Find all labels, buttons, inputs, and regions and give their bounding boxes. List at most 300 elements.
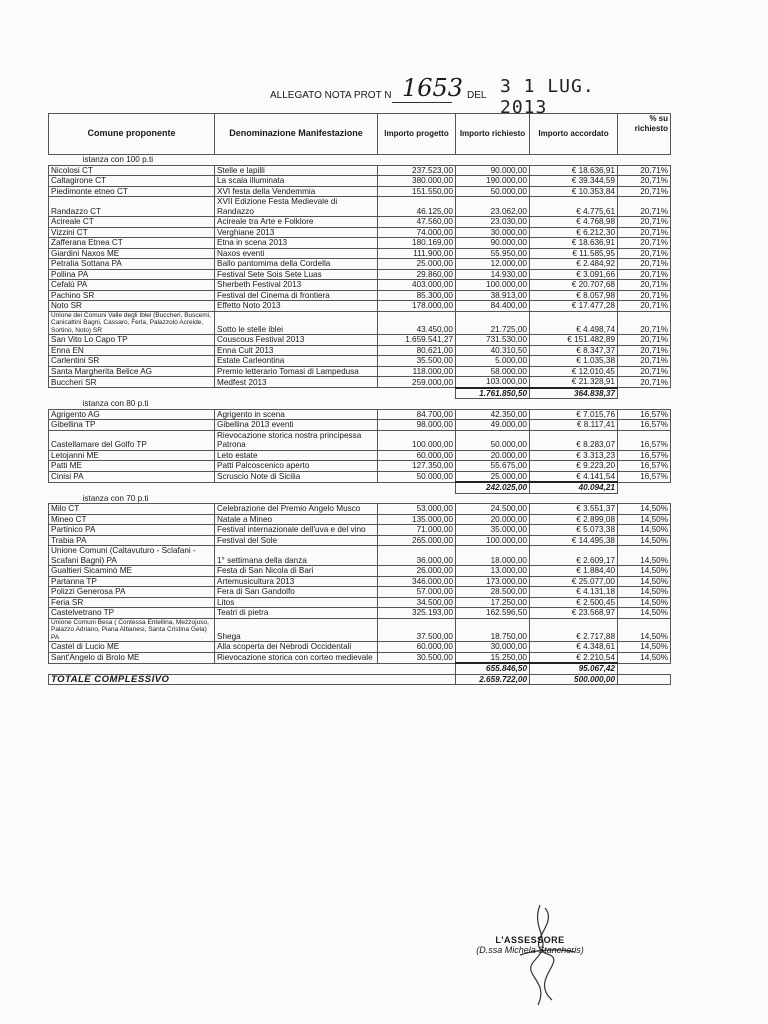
cell-importo-accordato: € 2.484,92 [530, 259, 618, 270]
signature-block [455, 935, 605, 955]
cell-importo-progetto: 127.350,00 [378, 461, 456, 472]
cell-comune: Letojanni ME [49, 450, 215, 461]
cell-importo-accordato: € 4.775,61 [530, 197, 618, 217]
table-row [49, 461, 671, 472]
cell-percent: 16,57% [618, 409, 671, 420]
cell-comune: Caltagirone CT [49, 176, 215, 187]
cell-importo-progetto: 118.000,00 [378, 366, 456, 377]
subtotal-richiesto: 1.761.850,50 [456, 388, 530, 399]
cell-importo-accordato: € 39.344,59 [530, 176, 618, 187]
cell-manifestazione: Fera di San Gandolfo [215, 587, 378, 598]
cell-comune: Piedimonte etneo CT [49, 186, 215, 197]
cell-comune: Agrigento AG [49, 409, 215, 420]
table-row [49, 248, 671, 259]
subtotal-richiesto: 242.025,00 [456, 482, 530, 493]
cell-importo-accordato: € 2.500,45 [530, 597, 618, 608]
cell-importo-accordato: € 23.568,97 [530, 608, 618, 619]
cell-percent: 20,71% [618, 248, 671, 259]
cell-manifestazione: Festival del Sole [215, 535, 378, 546]
cell-percent: 20,71% [618, 335, 671, 346]
cell-importo-progetto: 30.500,00 [378, 652, 456, 663]
table-row [49, 217, 671, 228]
cell-percent: 14,50% [618, 618, 671, 642]
table-row [49, 186, 671, 197]
cell-manifestazione: Enna Cult 2013 [215, 345, 378, 356]
table-row [49, 642, 671, 653]
table-row [49, 450, 671, 461]
cell-manifestazione: Festa di San Nicola di Bari [215, 566, 378, 577]
col-header-manifestazione: Denominazione Manifestazione [215, 114, 378, 155]
cell-importo-progetto: 35.500,00 [378, 356, 456, 367]
cell-comune: Feria SR [49, 597, 215, 608]
cell-importo-richiesto: 84.400,00 [456, 301, 530, 312]
cell-manifestazione: Artemusicultura 2013 [215, 576, 378, 587]
cell-importo-accordato: € 6.212,30 [530, 227, 618, 238]
section-heading-row [49, 155, 671, 166]
table-row [49, 618, 671, 642]
cell-importo-accordato: € 18.636,91 [530, 165, 618, 176]
cell-percent: 20,71% [618, 366, 671, 377]
signature-title: L'ASSESSORE [495, 935, 565, 945]
cell-importo-progetto: 60.000,00 [378, 450, 456, 461]
cell-importo-richiesto: 23.030,00 [456, 217, 530, 228]
table-row [49, 420, 671, 431]
total-row [49, 674, 671, 685]
col-header-importo-richiesto: Importo richiesto [456, 114, 530, 155]
cell-importo-progetto: 180.169,00 [378, 238, 456, 249]
table-row [49, 176, 671, 187]
cell-comune: Randazzo CT [49, 197, 215, 217]
total-accordato: 500.000,00 [530, 674, 618, 685]
table-row [49, 608, 671, 619]
cell-percent: 14,50% [618, 597, 671, 608]
cell-importo-richiesto: 23.062,00 [456, 197, 530, 217]
cell-importo-accordato: € 8.117,41 [530, 420, 618, 431]
cell-comune: Partinico PA [49, 525, 215, 536]
cell-importo-richiesto: 21.725,00 [456, 311, 530, 335]
table-row [49, 238, 671, 249]
col-header-importo-progetto: Importo progetto [378, 114, 456, 155]
cell-manifestazione: Alla scoperta dei Nebrodi Occidentali [215, 642, 378, 653]
cell-importo-progetto: 1.659.541,27 [378, 335, 456, 346]
cell-manifestazione: La scala illuminata [215, 176, 378, 187]
cell-manifestazione: XVI festa della Vendemmia [215, 186, 378, 197]
cell-manifestazione: Sherbeth Festival 2013 [215, 280, 378, 291]
cell-importo-accordato: € 2.717,88 [530, 618, 618, 642]
cell-importo-progetto: 100.000,00 [378, 430, 456, 450]
cell-comune: Giardini Naxos ME [49, 248, 215, 259]
cell-percent: 16,57% [618, 420, 671, 431]
cell-comune: Sant'Angelo di Brolo ME [49, 652, 215, 663]
total-spacer [618, 674, 671, 685]
date-stamp: 3 1 LUG. 2013 [500, 76, 595, 118]
cell-importo-richiesto: 14.930,00 [456, 269, 530, 280]
cell-importo-accordato: € 21.328,91 [530, 377, 618, 388]
cell-importo-richiesto: 38.913,00 [456, 290, 530, 301]
cell-percent: 20,71% [618, 301, 671, 312]
cell-manifestazione: Acireale tra Arte e Folklore [215, 217, 378, 228]
cell-manifestazione: Couscous Festival 2013 [215, 335, 378, 346]
cell-percent: 16,57% [618, 471, 671, 482]
cell-importo-progetto: 84.700,00 [378, 409, 456, 420]
cell-comune: Vizzini CT [49, 227, 215, 238]
cell-importo-richiesto: 20.000,00 [456, 514, 530, 525]
subtotal-spacer [618, 388, 671, 399]
section-label: istanza con 70 p.ti [82, 493, 149, 503]
cell-importo-progetto: 265.000,00 [378, 535, 456, 546]
cell-percent: 20,71% [618, 356, 671, 367]
cell-importo-richiesto: 55.950,00 [456, 248, 530, 259]
cell-manifestazione: Festival internazionale dell'uva e del vino [215, 525, 378, 536]
cell-manifestazione: Patti Palcoscenico aperto [215, 461, 378, 472]
cell-importo-accordato: € 3.551,37 [530, 504, 618, 515]
cell-percent: 20,71% [618, 345, 671, 356]
cell-importo-accordato: € 18.636,91 [530, 238, 618, 249]
cell-importo-progetto: 74.000,00 [378, 227, 456, 238]
table-row [49, 576, 671, 587]
cell-importo-richiesto: 40.310,50 [456, 345, 530, 356]
cell-importo-progetto: 26.000,00 [378, 566, 456, 577]
cell-importo-accordato: € 4.768,98 [530, 217, 618, 228]
cell-importo-accordato: € 25.077,00 [530, 576, 618, 587]
cell-importo-accordato: € 151.482,89 [530, 335, 618, 346]
signature-name: (D.ssa Michela Stancheris) [476, 945, 584, 955]
cell-manifestazione: Etna in scena 2013 [215, 238, 378, 249]
cell-comune: Nicolosi CT [49, 165, 215, 176]
table-row [49, 311, 671, 335]
cell-comune: Acireale CT [49, 217, 215, 228]
cell-comune: Milo CT [49, 504, 215, 515]
table-row [49, 525, 671, 536]
table-row [49, 290, 671, 301]
table-header-row [49, 114, 671, 155]
cell-importo-progetto: 403.000,00 [378, 280, 456, 291]
subtotal-richiesto: 655.846,50 [456, 663, 530, 674]
cell-percent: 20,71% [618, 165, 671, 176]
cell-comune: Partanna TP [49, 576, 215, 587]
cell-percent: 20,71% [618, 259, 671, 270]
cell-importo-richiesto: 162.596,50 [456, 608, 530, 619]
cell-comune: Pachino SR [49, 290, 215, 301]
cell-comune: Carlentini SR [49, 356, 215, 367]
cell-manifestazione: Shega [215, 618, 378, 642]
document-header [270, 74, 630, 118]
cell-importo-progetto: 259.000,00 [378, 377, 456, 388]
cell-percent: 20,71% [618, 227, 671, 238]
cell-importo-progetto: 346.000,00 [378, 576, 456, 587]
cell-importo-richiesto: 42.350,00 [456, 409, 530, 420]
col-header-percent: % su richiesto [618, 114, 671, 155]
cell-percent: 20,71% [618, 176, 671, 187]
cell-manifestazione: Ballo pantomima della Cordella [215, 259, 378, 270]
table-row [49, 652, 671, 663]
cell-importo-richiesto: 13.000,00 [456, 566, 530, 577]
cell-importo-progetto: 151.550,00 [378, 186, 456, 197]
cell-percent: 20,71% [618, 197, 671, 217]
cell-importo-progetto: 37.500,00 [378, 618, 456, 642]
cell-importo-richiesto: 103.000,00 [456, 377, 530, 388]
cell-comune: Gualtieri Sicaminò ME [49, 566, 215, 577]
cell-manifestazione: Sotto le stelle iblei [215, 311, 378, 335]
cell-importo-accordato: € 8.283,07 [530, 430, 618, 450]
table-row [49, 345, 671, 356]
section-heading-row [49, 399, 671, 410]
cell-importo-richiesto: 731.530,00 [456, 335, 530, 346]
table-row [49, 269, 671, 280]
table-row [49, 587, 671, 598]
cell-percent: 20,71% [618, 377, 671, 388]
cell-percent: 14,50% [618, 587, 671, 598]
cell-percent: 20,71% [618, 238, 671, 249]
cell-manifestazione: Litos [215, 597, 378, 608]
cell-comune: Petralia Sottana PA [49, 259, 215, 270]
cell-importo-progetto: 50.000,00 [378, 471, 456, 482]
section-label: istanza con 100 p.ti [82, 155, 154, 164]
subtotal-accordato: 95.067,42 [530, 663, 618, 674]
col-header-importo-accordato: Importo accordato [530, 114, 618, 155]
cell-importo-accordato: € 2.899,08 [530, 514, 618, 525]
cell-percent: 16,57% [618, 430, 671, 450]
cell-importo-richiesto: 24.500,00 [456, 504, 530, 515]
cell-importo-progetto: 46.125,00 [378, 197, 456, 217]
cell-importo-progetto: 57.000,00 [378, 587, 456, 598]
cell-importo-progetto: 47.560,00 [378, 217, 456, 228]
cell-percent: 20,71% [618, 217, 671, 228]
cell-percent: 16,57% [618, 450, 671, 461]
table-row [49, 430, 671, 450]
cell-importo-accordato: € 1.884,40 [530, 566, 618, 577]
cell-comune: Zafferana Etnea CT [49, 238, 215, 249]
table-row [49, 409, 671, 420]
cell-importo-progetto: 237.523,00 [378, 165, 456, 176]
cell-manifestazione: 1° settimana della danza [215, 546, 378, 566]
cell-percent: 14,50% [618, 504, 671, 515]
cell-importo-accordato: € 5.073,38 [530, 525, 618, 536]
subtotal-spacer [618, 482, 671, 493]
table-row [49, 259, 671, 270]
cell-importo-accordato: € 4.141,54 [530, 471, 618, 482]
cell-importo-accordato: € 12.010,45 [530, 366, 618, 377]
table-row [49, 335, 671, 346]
cell-importo-accordato: € 4.131,18 [530, 587, 618, 598]
cell-importo-progetto: 25.000,00 [378, 259, 456, 270]
cell-importo-richiesto: 90.000,00 [456, 165, 530, 176]
cell-importo-accordato: € 4.348,61 [530, 642, 618, 653]
cell-importo-richiesto: 50.000,00 [456, 430, 530, 450]
cell-percent: 20,71% [618, 290, 671, 301]
cell-percent: 14,50% [618, 525, 671, 536]
cell-importo-richiesto: 5.000,00 [456, 356, 530, 367]
cell-importo-progetto: 135.000,00 [378, 514, 456, 525]
cell-comune: Patti ME [49, 461, 215, 472]
table-row [49, 280, 671, 291]
cell-manifestazione: Rievocazione storica nostra principessa Patrona [215, 430, 378, 450]
cell-importo-richiesto: 28.500,00 [456, 587, 530, 598]
subtotal-spacer [378, 388, 456, 399]
cell-manifestazione: Rievocazione storica con corteo medievale [215, 652, 378, 663]
table-row [49, 165, 671, 176]
subtotal-accordato: 40.094,21 [530, 482, 618, 493]
cell-importo-richiesto: 35.000,00 [456, 525, 530, 536]
cell-comune: Castellamare del Golfo TP [49, 430, 215, 450]
subtotal-spacer [618, 663, 671, 674]
cell-importo-progetto: 53.000,00 [378, 504, 456, 515]
subtotal-row [49, 482, 671, 493]
cell-manifestazione: Gibellina 2013 eventi [215, 420, 378, 431]
cell-percent: 14,50% [618, 566, 671, 577]
subtotal-spacer [378, 482, 456, 493]
cell-manifestazione: Medfest 2013 [215, 377, 378, 388]
subtotal-spacer [49, 663, 215, 674]
cell-importo-accordato: € 10.353,84 [530, 186, 618, 197]
cell-manifestazione: Natale a Mineo [215, 514, 378, 525]
cell-comune: Noto SR [49, 301, 215, 312]
header-del-label: DEL [467, 90, 487, 101]
cell-comune: Gibellina TP [49, 420, 215, 431]
subtotal-spacer [378, 663, 456, 674]
cell-importo-richiesto: 17.250,00 [456, 597, 530, 608]
cell-importo-accordato: € 1.035,38 [530, 356, 618, 367]
cell-comune: Unione dei Comuni Valle degli Iblei (Buccheri, Buscemi, Canicattini Bagni, Cassaro, Ferla, Palazzolo Acreide, Sortino, Noto) SR [49, 311, 215, 335]
subtotal-spacer [49, 388, 215, 399]
cell-importo-richiesto: 190.000,00 [456, 176, 530, 187]
cell-comune: Castelvetrano TP [49, 608, 215, 619]
cell-importo-richiesto: 49.000,00 [456, 420, 530, 431]
table-row [49, 546, 671, 566]
cell-importo-progetto: 380.000,00 [378, 176, 456, 187]
cell-percent: 14,50% [618, 514, 671, 525]
cell-importo-progetto: 85.300,00 [378, 290, 456, 301]
cell-manifestazione: Leto estate [215, 450, 378, 461]
cell-manifestazione: Teatri di pietra [215, 608, 378, 619]
cell-percent: 16,57% [618, 461, 671, 472]
cell-percent: 14,50% [618, 642, 671, 653]
cell-importo-accordato: € 7.015,76 [530, 409, 618, 420]
cell-importo-richiesto: 100.000,00 [456, 280, 530, 291]
section-heading-row [49, 493, 671, 504]
cell-importo-richiesto: 58.000,00 [456, 366, 530, 377]
cell-percent: 14,50% [618, 535, 671, 546]
table-row [49, 535, 671, 546]
table-row [49, 597, 671, 608]
cell-percent: 20,71% [618, 280, 671, 291]
subtotal-accordato: 364.838,37 [530, 388, 618, 399]
cell-manifestazione: Agrigento in scena [215, 409, 378, 420]
table-row [49, 504, 671, 515]
cell-importo-richiesto: 18.000,00 [456, 546, 530, 566]
table-row [49, 301, 671, 312]
cell-percent: 20,71% [618, 186, 671, 197]
contributions-table [48, 113, 671, 685]
table-row [49, 377, 671, 388]
cell-importo-richiesto: 50.000,00 [456, 186, 530, 197]
cell-importo-accordato: € 14.495,38 [530, 535, 618, 546]
section-label: istanza con 80 p.ti [82, 399, 149, 408]
cell-importo-progetto: 111.900,00 [378, 248, 456, 259]
table-body [49, 155, 671, 685]
subtotal-spacer [215, 663, 378, 674]
cell-comune: Santa Margherita Belice AG [49, 366, 215, 377]
cell-manifestazione: Naxos eventi [215, 248, 378, 259]
table-row [49, 227, 671, 238]
cell-comune: Cefalù PA [49, 280, 215, 291]
table-row [49, 514, 671, 525]
cell-comune: Enna EN [49, 345, 215, 356]
cell-importo-progetto: 71.000,00 [378, 525, 456, 536]
header-prefix: ALLEGATO NOTA PROT N [270, 90, 392, 101]
cell-importo-accordato: € 8.347,37 [530, 345, 618, 356]
cell-manifestazione: Stelle e lapilli [215, 165, 378, 176]
cell-importo-accordato: € 9.223,20 [530, 461, 618, 472]
cell-importo-accordato: € 20.707,68 [530, 280, 618, 291]
cell-manifestazione: Festival del Cinema di frontiera [215, 290, 378, 301]
cell-manifestazione: XVII Edizione Festa Medievale di Randazzo [215, 197, 378, 217]
cell-importo-richiesto: 90.000,00 [456, 238, 530, 249]
cell-manifestazione: Verghiane 2013 [215, 227, 378, 238]
cell-percent: 14,50% [618, 608, 671, 619]
cell-importo-richiesto: 12.000,00 [456, 259, 530, 270]
cell-percent: 20,71% [618, 269, 671, 280]
cell-importo-richiesto: 30.000,00 [456, 642, 530, 653]
subtotal-spacer [215, 482, 378, 493]
cell-comune: San Vito Lo Capo TP [49, 335, 215, 346]
cell-importo-progetto: 325.193,00 [378, 608, 456, 619]
cell-importo-accordato: € 3.313,23 [530, 450, 618, 461]
cell-importo-progetto: 36.000,00 [378, 546, 456, 566]
cell-manifestazione: Festival Sete Sois Sete Luas [215, 269, 378, 280]
cell-comune: Pollina PA [49, 269, 215, 280]
table-row [49, 197, 671, 217]
cell-manifestazione: Celebrazione del Premio Angelo Musco [215, 504, 378, 515]
table-row [49, 471, 671, 482]
protocol-underline [392, 102, 452, 103]
cell-importo-richiesto: 30.000,00 [456, 227, 530, 238]
cell-percent: 14,50% [618, 652, 671, 663]
cell-comune: Unione Comuni (Caltavuturo - Sclafani - Scafani Bagni) PA [49, 546, 215, 566]
cell-manifestazione: Effetto Noto 2013 [215, 301, 378, 312]
cell-percent: 14,50% [618, 546, 671, 566]
signature-scribble [500, 900, 590, 1010]
cell-importo-accordato: € 17.477,28 [530, 301, 618, 312]
cell-comune: Cinisi PA [49, 471, 215, 482]
total-label: TOTALE COMPLESSIVO [49, 674, 456, 685]
cell-importo-accordato: € 2.210,54 [530, 652, 618, 663]
cell-importo-accordato: € 11.585,95 [530, 248, 618, 259]
subtotal-spacer [49, 482, 215, 493]
cell-importo-accordato: € 2.609,17 [530, 546, 618, 566]
cell-importo-progetto: 178.000,00 [378, 301, 456, 312]
subtotal-spacer [215, 388, 378, 399]
cell-importo-richiesto: 18.750,00 [456, 618, 530, 642]
cell-importo-richiesto: 15.250,00 [456, 652, 530, 663]
cell-importo-richiesto: 20.000,00 [456, 450, 530, 461]
cell-importo-accordato: € 8.057,98 [530, 290, 618, 301]
protocol-number: 1653 [402, 74, 464, 102]
table-row [49, 366, 671, 377]
cell-comune: Buccheri SR [49, 377, 215, 388]
cell-manifestazione: Scruscio Note di Sicilia [215, 471, 378, 482]
cell-comune: Unione Comuni Besa ( Contessa Entellina, Mezzojuso, Palazzo Adriano, Piana Albanesi, Santa Cristina Gela) PA [49, 618, 215, 642]
table-row [49, 566, 671, 577]
cell-importo-richiesto: 173.000,00 [456, 576, 530, 587]
cell-importo-progetto: 60.000,00 [378, 642, 456, 653]
cell-comune: Trabia PA [49, 535, 215, 546]
cell-comune: Mineo CT [49, 514, 215, 525]
cell-importo-progetto: 29.860,00 [378, 269, 456, 280]
cell-importo-richiesto: 100.000,00 [456, 535, 530, 546]
cell-importo-progetto: 34.500,00 [378, 597, 456, 608]
cell-importo-progetto: 98.000,00 [378, 420, 456, 431]
